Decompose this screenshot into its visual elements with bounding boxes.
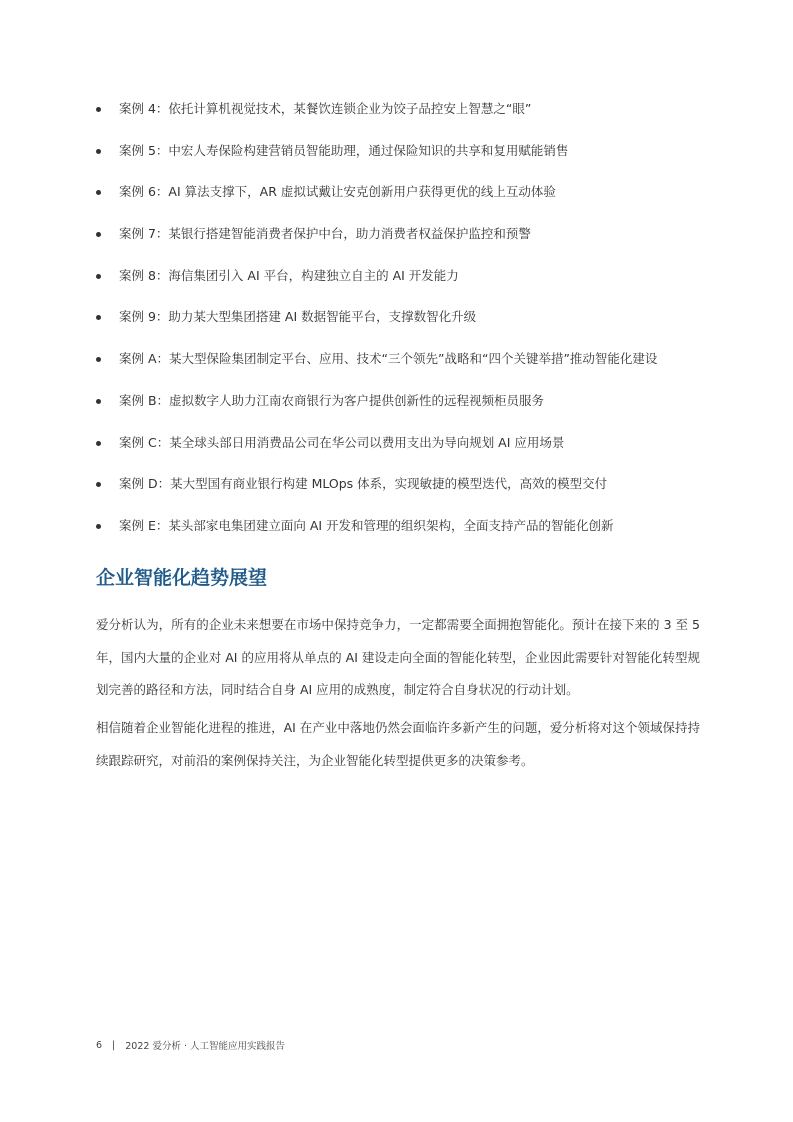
list-item: [96, 350, 736, 392]
list-item: [96, 267, 736, 309]
case-text: 案例 B：虚拟数字人助力江南农商银行为客户提供创新性的远程视频柜员服务: [119, 392, 545, 408]
footer-separator: |: [112, 1039, 116, 1051]
case-text: 案例 9：助力某大型集团搭建 AI 数据智能平台，支撑数智化升级: [119, 309, 477, 325]
case-text: 案例 5：中宏人寿保险构建营销员智能助理，通过保险知识的共享和复用赋能销售: [119, 142, 569, 158]
list-item: [96, 434, 736, 476]
bullet-icon: [96, 357, 101, 362]
page-number: 6: [96, 1039, 103, 1051]
bullet-icon: [96, 399, 101, 404]
case-text: 案例 A：某大型保险集团制定平台、应用、技术“三个领先”战略和“四个关键举措”推动智能化建设: [119, 351, 658, 367]
bullet-icon: [96, 315, 101, 320]
bullet-icon: [96, 482, 101, 487]
section-title: 企业智能化趋势展望: [96, 567, 268, 589]
list-item: [96, 183, 736, 225]
bullet-icon: [96, 441, 101, 446]
case-list: [96, 100, 736, 559]
list-item: [96, 517, 736, 559]
list-item: [96, 142, 736, 184]
bullet-icon: [96, 274, 101, 279]
bullet-icon: [96, 107, 101, 112]
bullet-icon: [96, 232, 101, 237]
body-paragraph: 相信随着企业智能化进程的推进，AI 在产业中落地仍然会面临许多新产生的问题，爱分析将对这个领域保持持续跟踪研究，对前沿的案例保持关注，为企业智能化转型提供更多的决策参考。: [96, 720, 700, 768]
bullet-icon: [96, 149, 101, 154]
list-item: [96, 392, 736, 434]
bullet-icon: [96, 190, 101, 195]
case-text: 案例 8：海信集团引入 AI 平台，构建独立自主的 AI 开发能力: [119, 267, 459, 283]
case-text: 案例 6：AI 算法支撑下，AR 虚拟试戴让安克创新用户获得更优的线上互动体验: [119, 184, 556, 200]
case-text: 案例 7：某银行搭建智能消费者保护中台，助力消费者权益保护监控和预警: [119, 226, 531, 242]
report-title: 2022 爱分析 · 人工智能应用实践报告: [125, 1041, 286, 1052]
bullet-icon: [96, 524, 101, 529]
page-footer: [96, 1038, 285, 1052]
list-item: [96, 475, 736, 517]
list-item: [96, 225, 736, 267]
case-text: 案例 4：依托计算机视觉技术，某餐饮连锁企业为饺子品控安上智慧之“眼”: [119, 101, 532, 116]
list-item: [96, 308, 736, 350]
list-item: [96, 100, 736, 142]
case-text: 案例 D：某大型国有商业银行构建 MLOps 体系，实现敏捷的模型迭代，高效的模型交付: [119, 476, 608, 492]
case-text: 案例 C：某全球头部日用消费品公司在华公司以费用支出为导向规划 AI 应用场景: [119, 434, 565, 450]
case-text: 案例 E：某头部家电集团建立面向 AI 开发和管理的组织架构，全面支持产品的智能化创新: [119, 517, 614, 533]
body-paragraph: 爱分析认为，所有的企业未来想要在市场中保持竞争力，一定都需要全面拥抱智能化。预计在接下来的 3 至 5 年，国内大量的企业对 AI 的应用将从单点的 AI 建设走向全面的智能化转型，企业因此需要针对智能化转型规划完善的路径和方法，同时结合自身 AI 应用的成熟度，制定符合自身状况的行动计划。: [96, 617, 700, 697]
